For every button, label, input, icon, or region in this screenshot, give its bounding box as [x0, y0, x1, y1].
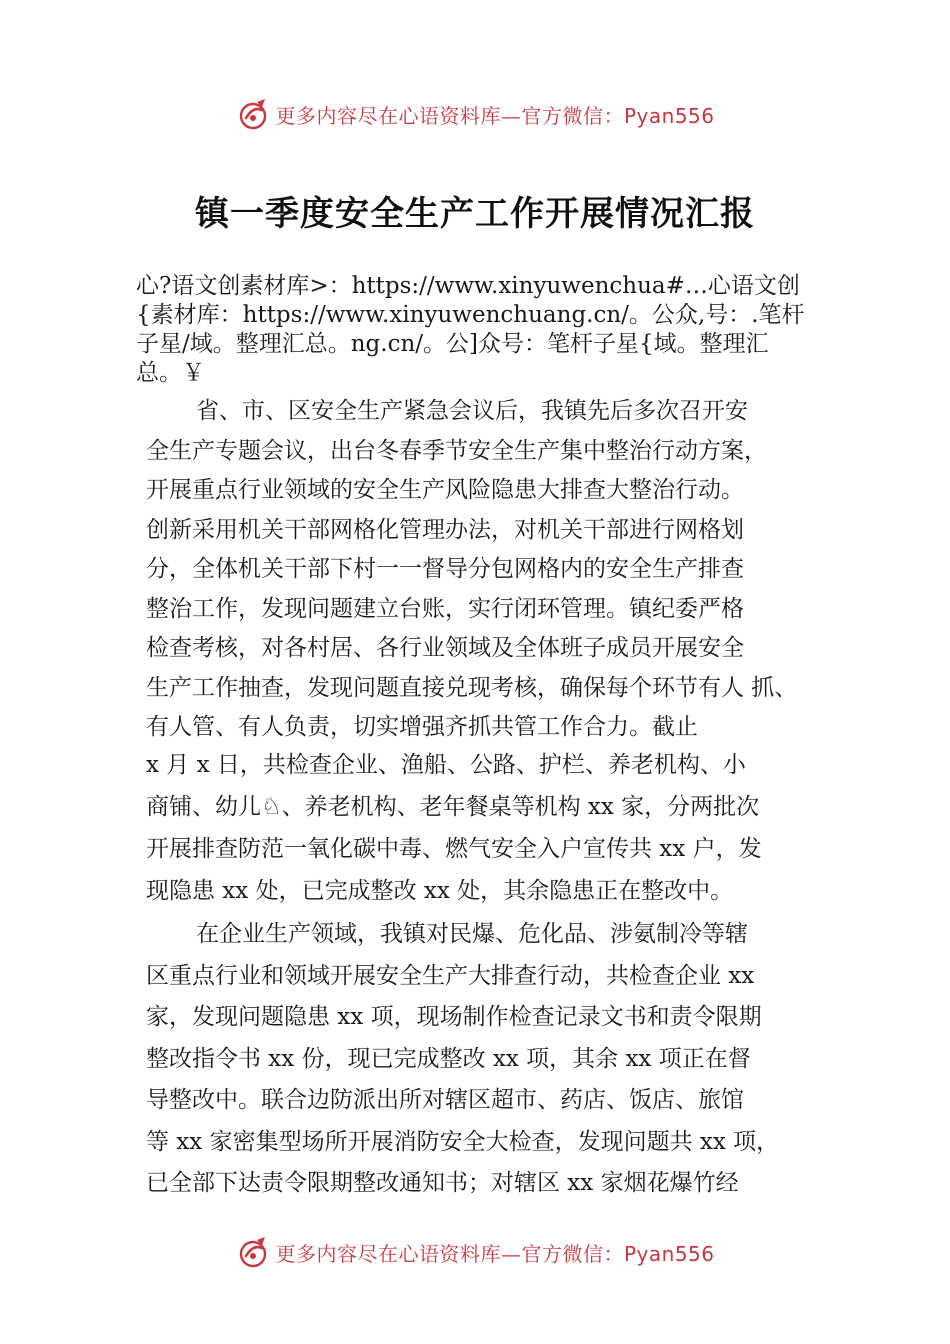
banner-handle: Pyan556: [623, 103, 715, 128]
paragraph-line: 全生产专题会议，出台冬春季节安全生产集中整治行动方案，: [146, 437, 767, 464]
paragraph-line: 创新采用机关干部网格化管理办法，对机关干部进行网格划: [146, 516, 744, 543]
paragraph-line: x 月 x 日，共检查企业、渔船、公路、护栏、养老机构、小: [146, 752, 746, 778]
banner-handle: Pyan556: [623, 1241, 715, 1266]
source-line: 子星/域。整理汇总。ng.cn/。公]众号：笔杆子星{域。整理汇: [136, 331, 769, 357]
paragraph-line: 开展排查防范一氧化碳中毒、燃气安全入户宣传共 xx 户，发: [146, 836, 762, 862]
paragraph-line: 有人管、有人负责，切实增强齐抓共管工作合力。截止: [146, 714, 698, 740]
banner-label: 更多内容尽在心语资料库—官方微信：: [275, 103, 624, 128]
paragraph-line: 导整改中。联合边防派出所对辖区超市、药店、饭店、旅馆: [146, 1087, 744, 1113]
banner-text: [275, 100, 714, 129]
source-line: 总。￥: [136, 360, 205, 386]
paragraph-line: 生产工作抽查，发现问题直接兑现考核，确保每个环节有人 抓、: [146, 674, 798, 701]
paragraph-line: 分，全体机关干部下村一一督导分包网格内的安全生产排查: [146, 556, 744, 582]
paragraph-2: [146, 914, 866, 1205]
paragraph-line: 区重点行业和领域开展安全生产大排查行动，共检查企业 xx: [146, 962, 755, 989]
paragraph-line: 现隐患 xx 处，已完成整改 xx 处，其余隐患正在整改中。: [146, 878, 734, 904]
brand-logo-icon: [235, 96, 271, 132]
paragraph-1-continued: [146, 744, 866, 912]
header-banner: [0, 94, 950, 134]
paragraph-line: 已全部下达责令限期整改通知书；对辖区 xx 家烟花爆竹经: [146, 1170, 739, 1196]
footer-banner: [0, 1232, 950, 1272]
banner-text: [275, 1238, 714, 1267]
paragraph-line: 商铺、幼儿♘、养老机构、老年餐桌等机构 xx 家，分两批次: [146, 794, 760, 820]
paragraph-1: [146, 392, 866, 748]
paragraph-line: 检查考核，对各村居、各行业领域及全体班子成员开展安全: [146, 635, 744, 661]
banner-label: 更多内容尽在心语资料库—官方微信：: [275, 1241, 624, 1266]
paragraph-line: 在企业生产领域，我镇对民爆、危化品、涉氨制冷等辖: [196, 921, 748, 947]
paragraph-line: 等 xx 家密集型场所开展消防安全大检查，发现问题共 xx 项，: [146, 1128, 780, 1155]
paragraph-line: 开展重点行业领域的安全生产风险隐患大排查大整治行动。: [146, 477, 744, 503]
document-title: 镇一季度安全生产工作开展情况汇报: [195, 194, 755, 234]
paragraph-line: 整改指令书 xx 份，现已完成整改 xx 项，其余 xx 项正在督: [146, 1045, 751, 1072]
source-notice: [136, 272, 856, 388]
paragraph-line: 整治工作，发现问题建立台账，实行闭环管理。镇纪委严格: [146, 595, 744, 622]
paragraph-line: 省、市、区安全生产紧急会议后，我镇先后多次召开安: [196, 398, 748, 424]
source-line: 心?语文创素材库>：https://www.xinyuwenchua#…心语文创: [136, 273, 800, 299]
paragraph-line: 家，发现问题隐患 xx 项，现场制作检查记录文书和责令限期: [146, 1004, 762, 1030]
source-line: {素材库：https://www.xinyuwenchuang.cn/。公众,号：.笔杆: [136, 302, 805, 328]
brand-logo-icon: [235, 1234, 271, 1270]
